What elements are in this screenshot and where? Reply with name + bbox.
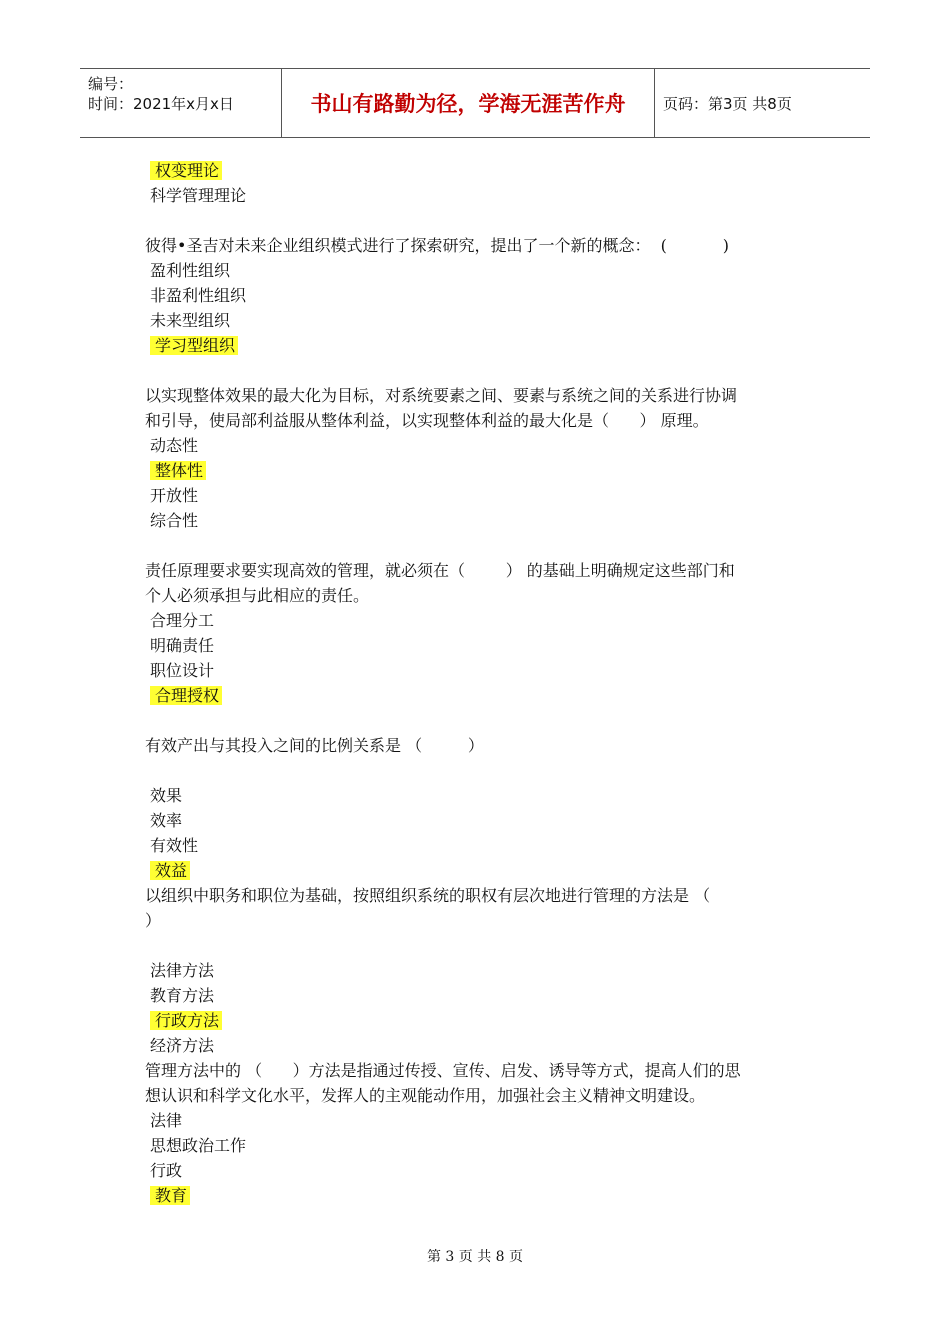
answer-option: 科学管理理论: [150, 186, 247, 205]
question-text: 彼得•圣吉对未来企业组织模式进行了探索研究，提出了一个新的概念： ( ): [145, 236, 730, 255]
answer-option: 动态性: [150, 436, 199, 455]
answer-option-row: [145, 433, 815, 458]
answer-option-row: [145, 608, 815, 633]
answer-option-row: [145, 1158, 815, 1183]
answer-option-row: [145, 158, 815, 183]
answer-option: 盈利性组织: [150, 261, 231, 280]
answer-option: 教育方法: [150, 986, 215, 1005]
header-motto: 书山有路勤为径，学海无涯苦作舟: [281, 69, 655, 137]
blank-line: [145, 358, 815, 383]
answer-option-row: [145, 508, 815, 533]
answer-option-row: [145, 833, 815, 858]
answer-option-row: [145, 683, 815, 708]
answer-option: 开放性: [150, 486, 199, 505]
correct-answer-option: 整体性: [150, 461, 206, 480]
page-footer: 第 3 页 共 8 页: [426, 1249, 524, 1265]
question-text: 以实现整体效果的最大化为目标，对系统要素之间、要素与系统之间的关系进行协调: [145, 386, 738, 405]
answer-option: 明确责任: [150, 636, 215, 655]
correct-answer-option: 行政方法: [150, 1011, 222, 1030]
answer-option: 合理分工: [150, 611, 215, 630]
answer-option: 行政: [150, 1161, 183, 1180]
answer-option: 思想政治工作: [150, 1136, 247, 1155]
answer-option: 综合性: [150, 511, 199, 530]
answer-option-row: [145, 1008, 815, 1033]
question-text: 和引导，使局部利益服从整体利益，以实现整体利益的最大化是（ ） 原理。: [145, 411, 709, 430]
question-text: 有效产出与其投入之间的比例关系是 （ ）: [145, 736, 484, 755]
answer-option-row: [145, 1183, 815, 1208]
answer-option: 经济方法: [150, 1036, 215, 1055]
correct-answer-option: 教育: [150, 1186, 190, 1205]
correct-answer-option: 效益: [150, 861, 190, 880]
blank-line: [145, 708, 815, 733]
document-time-label: 时间：2021年x月x日: [88, 95, 234, 113]
correct-answer-option: 学习型组织: [150, 336, 238, 355]
answer-option: 非盈利性组织: [150, 286, 247, 305]
page-header: [80, 68, 870, 138]
answer-option-row: [145, 483, 815, 508]
answer-option: 法律方法: [150, 961, 215, 980]
question-text: 以组织中职务和职位为基础，按照组织系统的职权有层次地进行管理的方法是 （: [145, 886, 711, 905]
question-text: ）: [145, 911, 162, 930]
answer-option-row: [145, 308, 815, 333]
answer-option: 效率: [150, 811, 183, 830]
answer-option: 未来型组织: [150, 311, 231, 330]
answer-option: 有效性: [150, 836, 199, 855]
answer-option-row: [145, 1033, 815, 1058]
question-text: 责任原理要求要实现高效的管理，就必须在（ ） 的基础上明确规定这些部门和: [145, 561, 735, 580]
blank-line: [145, 208, 815, 233]
question-text: 个人必须承担与此相应的责任。: [145, 586, 370, 605]
correct-answer-option: 合理授权: [150, 686, 222, 705]
blank-line: [145, 933, 815, 958]
answer-option-row: [145, 633, 815, 658]
answer-option-row: [145, 658, 815, 683]
correct-answer-option: 权变理论: [150, 161, 222, 180]
document-number-label: 编号：: [88, 75, 134, 93]
answer-option: 职位设计: [150, 661, 215, 680]
answer-option-row: [145, 1133, 815, 1158]
answer-option: 法律: [150, 1111, 183, 1130]
answer-option-row: [145, 333, 815, 358]
answer-option-row: [145, 958, 815, 983]
answer-option-row: [145, 183, 815, 208]
blank-line: [145, 758, 815, 783]
header-left-cell: [80, 69, 280, 137]
answer-option: 效果: [150, 786, 183, 805]
answer-option-row: [145, 858, 815, 883]
question-text: 想认识和科学文化水平，发挥人的主观能动作用，加强社会主义精神文明建设。: [145, 1086, 706, 1105]
answer-option-row: [145, 458, 815, 483]
question-text: 管理方法中的 （ ）方法是指通过传授、宣传、启发、诱导等方式，提高人们的思: [145, 1061, 741, 1080]
answer-option-row: [145, 983, 815, 1008]
header-page-info: 页码：第3页 共8页: [663, 94, 792, 113]
document-body: [145, 158, 815, 1208]
answer-option-row: [145, 1108, 815, 1133]
answer-option-row: [145, 258, 815, 283]
answer-option-row: [145, 283, 815, 308]
blank-line: [145, 533, 815, 558]
answer-option-row: [145, 808, 815, 833]
answer-option-row: [145, 783, 815, 808]
